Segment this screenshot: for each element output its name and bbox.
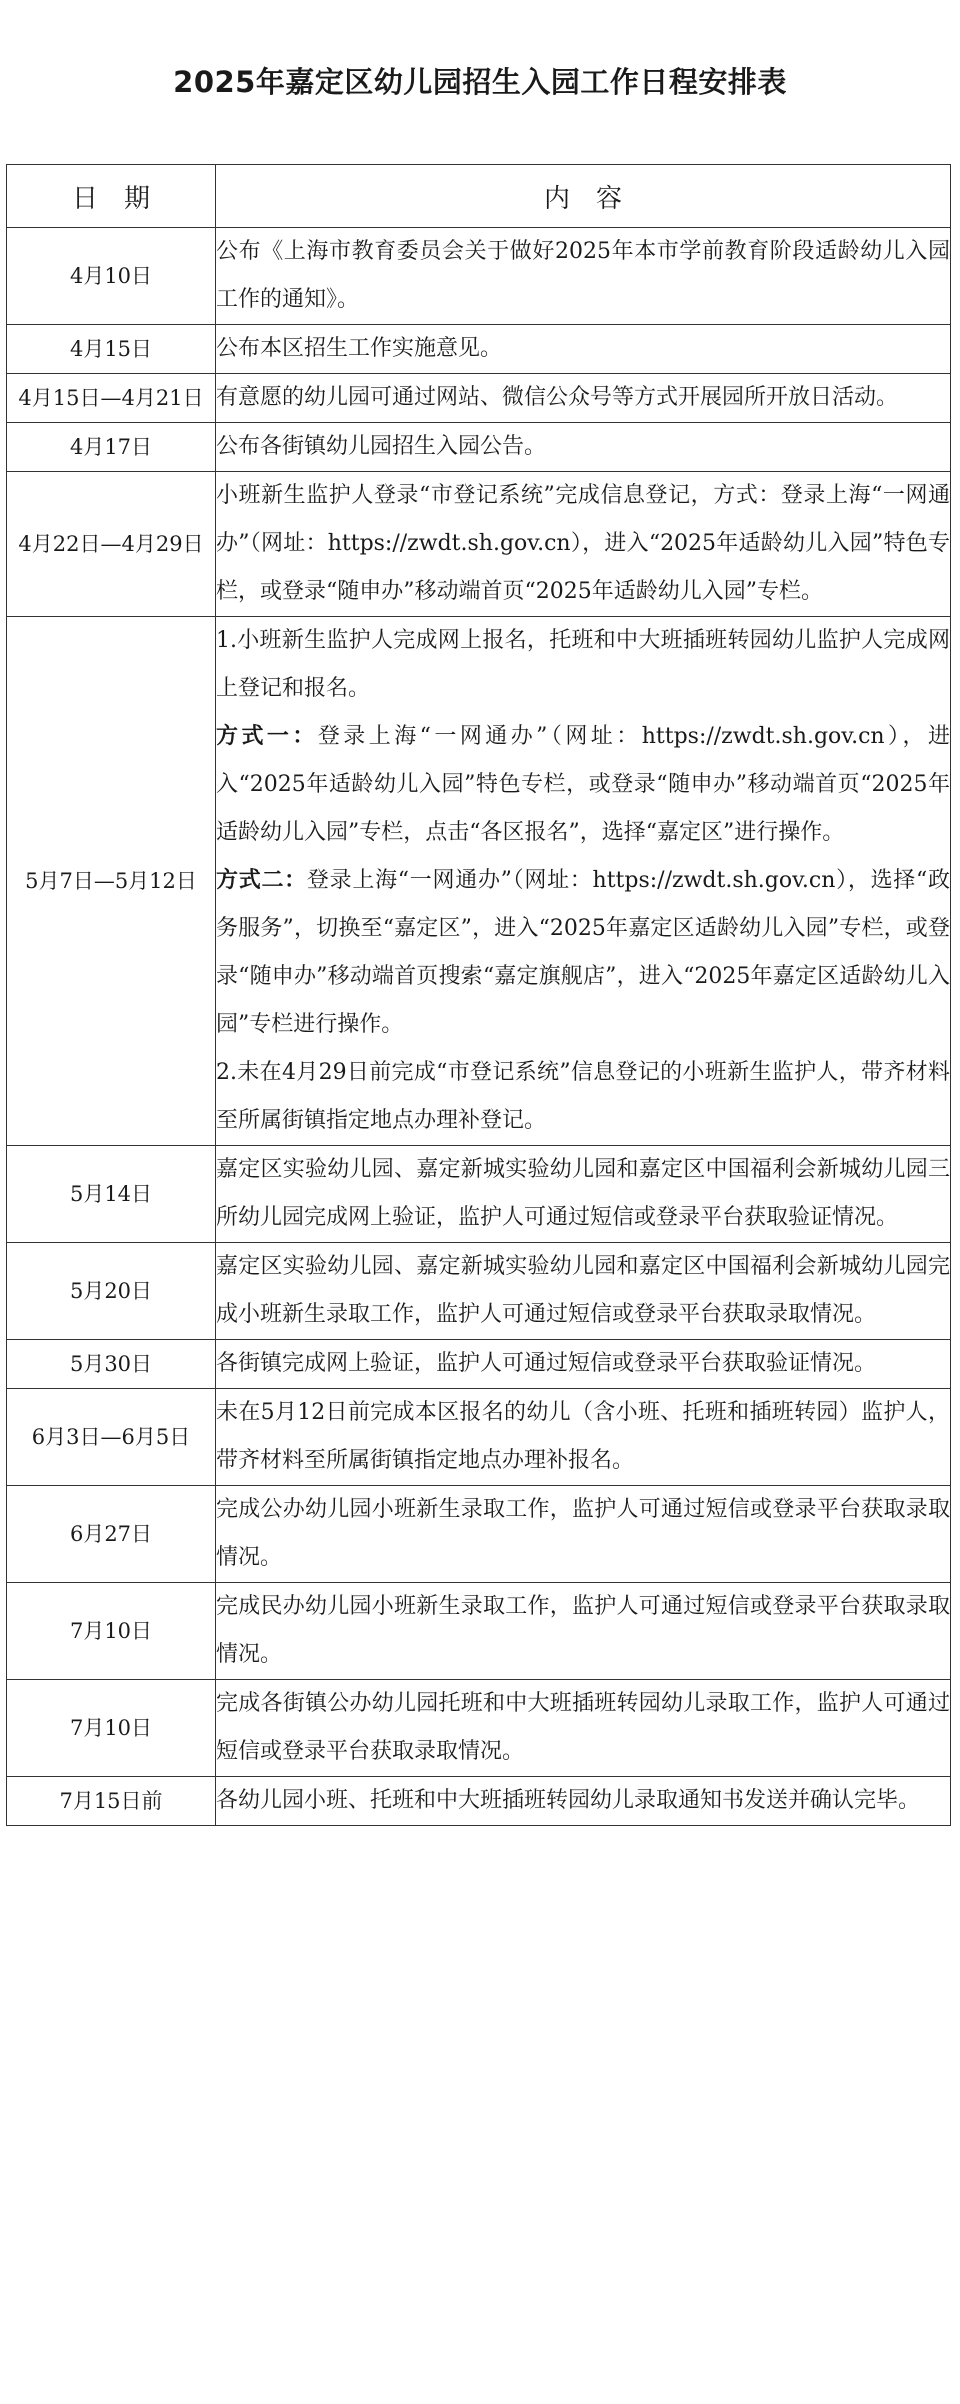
paragraph-text: 有意愿的幼儿园可通过网站、微信公众号等方式开展园所开放日活动。 <box>216 385 899 410</box>
paragraph-text: 公布各街镇幼儿园招生入园公告。 <box>216 434 547 459</box>
content-cell <box>216 1486 951 1583</box>
method-label: 方式二： <box>216 868 307 893</box>
content-cell <box>216 1389 951 1486</box>
date-cell: 7月10日 <box>7 1583 216 1680</box>
table-row <box>7 1777 951 1826</box>
content-paragraph <box>216 1049 950 1145</box>
paragraph-text: 完成公办幼儿园小班新生录取工作，监护人可通过短信或登录平台获取录取情况。 <box>216 1497 950 1570</box>
content-cell <box>216 374 951 423</box>
date-cell: 4月22日—4月29日 <box>7 472 216 617</box>
content-paragraph <box>216 617 950 713</box>
content-cell <box>216 423 951 472</box>
date-cell: 5月7日—5月12日 <box>7 617 216 1146</box>
date-cell: 6月27日 <box>7 1486 216 1583</box>
content-paragraph <box>216 1146 950 1242</box>
date-cell: 5月14日 <box>7 1146 216 1243</box>
paragraph-text: 完成民办幼儿园小班新生录取工作，监护人可通过短信或登录平台获取录取情况。 <box>216 1594 950 1667</box>
table-row <box>7 1680 951 1777</box>
content-paragraph <box>216 857 950 1049</box>
content-paragraph <box>216 1680 950 1776</box>
content-paragraph <box>216 325 950 373</box>
content-paragraph <box>216 1389 950 1485</box>
table-row <box>7 325 951 374</box>
paragraph-text: 1.小班新生监护人完成网上报名，托班和中大班插班转园幼儿监护人完成网上登记和报名。 <box>216 628 950 701</box>
content-paragraph <box>216 423 950 471</box>
table-row <box>7 1146 951 1243</box>
content-cell <box>216 1777 951 1826</box>
date-cell: 4月17日 <box>7 423 216 472</box>
method-label: 方式一： <box>216 724 318 749</box>
table-row <box>7 1583 951 1680</box>
content-cell <box>216 1583 951 1680</box>
content-cell <box>216 325 951 374</box>
table-row <box>7 228 951 325</box>
paragraph-text: 完成各街镇公办幼儿园托班和中大班插班转园幼儿录取工作，监护人可通过短信或登录平台获取录取情况。 <box>216 1691 950 1764</box>
content-cell <box>216 228 951 325</box>
content-paragraph <box>216 713 950 857</box>
paragraph-text: 各街镇完成网上验证，监护人可通过短信或登录平台获取验证情况。 <box>216 1351 877 1376</box>
paragraph-text: 小班新生监护人登录“市登记系统”完成信息登记，方式：登录上海“一网通办”（网址：https://zwdt.sh.gov.cn），进入“2025年适龄幼儿入园”特色专栏，或登录“随申办”移动端首页“2025年适龄幼儿入园”专栏。 <box>216 483 950 604</box>
content-paragraph <box>216 1777 950 1825</box>
table-row <box>7 1486 951 1583</box>
schedule-table <box>6 164 951 1826</box>
paragraph-text: 公布本区招生工作实施意见。 <box>216 336 503 361</box>
content-column-header: 内 容 <box>216 165 951 228</box>
date-cell: 7月15日前 <box>7 1777 216 1826</box>
table-row <box>7 423 951 472</box>
table-row <box>7 617 951 1146</box>
content-paragraph <box>216 472 950 616</box>
content-cell <box>216 1340 951 1389</box>
date-cell: 7月10日 <box>7 1680 216 1777</box>
table-row <box>7 1340 951 1389</box>
paragraph-text: 未在5月12日前完成本区报名的幼儿（含小班、托班和插班转园）监护人，带齐材料至所属街镇指定地点办理补报名。 <box>216 1400 950 1473</box>
content-paragraph <box>216 1243 950 1339</box>
content-cell <box>216 1680 951 1777</box>
table-row <box>7 472 951 617</box>
paragraph-text: 登录上海“一网通办”（网址：https://zwdt.sh.gov.cn），进入“2025年适龄幼儿入园”特色专栏，或登录“随申办”移动端首页“2025年适龄幼儿入园”专栏，点击“各区报名”，选择“嘉定区”进行操作。 <box>216 724 950 845</box>
paragraph-text: 2.未在4月29日前完成“市登记系统”信息登记的小班新生监护人，带齐材料至所属街镇指定地点办理补登记。 <box>216 1060 950 1133</box>
paragraph-text: 公布《上海市教育委员会关于做好2025年本市学前教育阶段适龄幼儿入园工作的通知》。 <box>216 239 950 312</box>
date-column-header: 日 期 <box>7 165 216 228</box>
date-cell: 4月10日 <box>7 228 216 325</box>
paragraph-text: 嘉定区实验幼儿园、嘉定新城实验幼儿园和嘉定区中国福利会新城幼儿园完成小班新生录取工作，监护人可通过短信或登录平台获取录取情况。 <box>216 1254 950 1327</box>
content-paragraph <box>216 374 950 422</box>
content-paragraph <box>216 1583 950 1679</box>
date-cell: 5月20日 <box>7 1243 216 1340</box>
table-row <box>7 1243 951 1340</box>
date-cell: 6月3日—6月5日 <box>7 1389 216 1486</box>
page-title: 2025年嘉定区幼儿园招生入园工作日程安排表 <box>173 65 787 99</box>
content-cell <box>216 1243 951 1340</box>
date-cell: 5月30日 <box>7 1340 216 1389</box>
table-row <box>7 1389 951 1486</box>
content-cell <box>216 472 951 617</box>
schedule-rows <box>7 228 951 1826</box>
content-paragraph <box>216 228 950 324</box>
content-cell <box>216 617 951 1146</box>
date-cell: 4月15日—4月21日 <box>7 374 216 423</box>
content-paragraph <box>216 1340 950 1388</box>
table-row <box>7 374 951 423</box>
paragraph-text: 各幼儿园小班、托班和中大班插班转园幼儿录取通知书发送并确认完毕。 <box>216 1788 921 1813</box>
content-paragraph <box>216 1486 950 1582</box>
content-cell <box>216 1146 951 1243</box>
date-cell: 4月15日 <box>7 325 216 374</box>
paragraph-text: 嘉定区实验幼儿园、嘉定新城实验幼儿园和嘉定区中国福利会新城幼儿园三所幼儿园完成网上验证，监护人可通过短信或登录平台获取验证情况。 <box>216 1157 950 1230</box>
table-header-row <box>7 165 951 228</box>
paragraph-text: 登录上海“一网通办”（网址：https://zwdt.sh.gov.cn），选择“政务服务”，切换至“嘉定区”，进入“2025年嘉定区适龄幼儿入园”专栏，或登录“随申办”移动端首页搜索“嘉定旗舰店”，进入“2025年嘉定区适龄幼儿入园”专栏进行操作。 <box>216 868 950 1037</box>
